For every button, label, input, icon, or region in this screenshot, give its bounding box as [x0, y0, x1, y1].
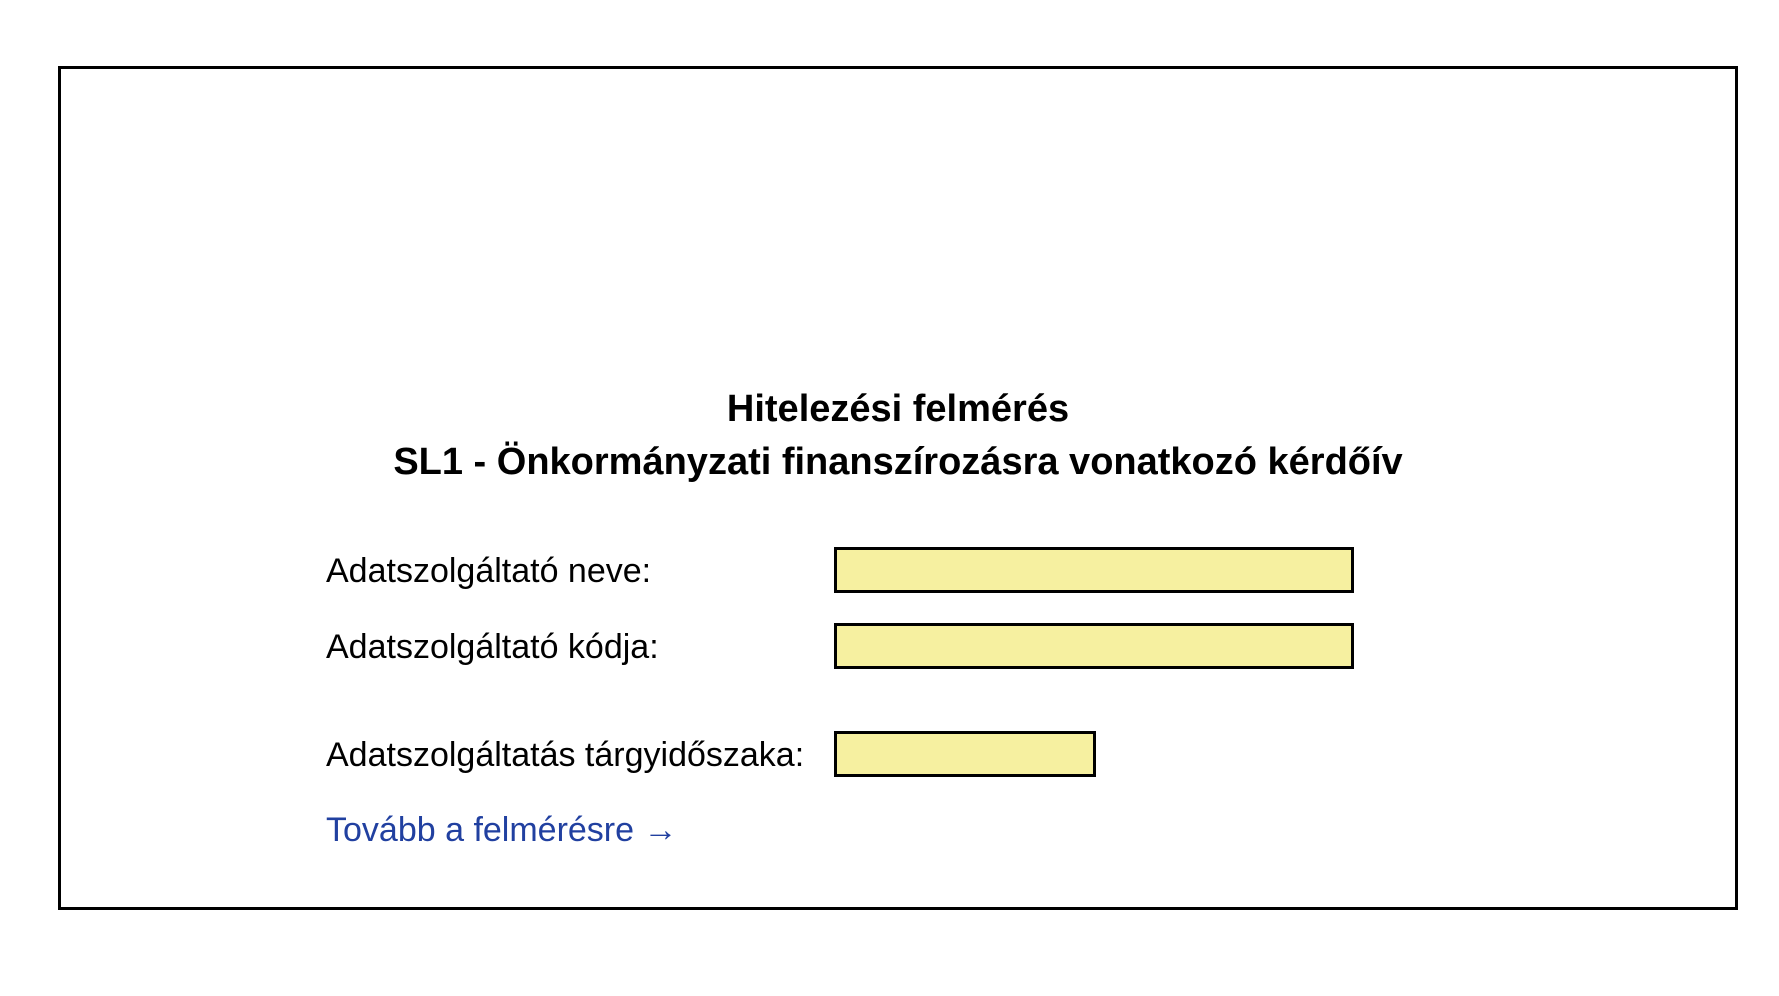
provider-code-label: Adatszolgáltató kódja: — [326, 628, 659, 666]
continue-to-survey-link[interactable]: Tovább a felmérésre → — [326, 811, 678, 849]
provider-name-input[interactable] — [834, 547, 1354, 593]
page-title: Hitelezési felmérés — [726, 388, 1070, 430]
reporting-period-label: Adatszolgáltatás tárgyidőszaka: — [326, 736, 805, 774]
provider-name-label: Adatszolgáltató neve: — [326, 552, 652, 590]
provider-code-input[interactable] — [834, 623, 1354, 669]
reporting-period-input[interactable] — [834, 731, 1096, 777]
page-subtitle: SL1 - Önkormányzati finanszírozásra vonatkozó kérdőív — [393, 441, 1403, 483]
survey-cover-panel — [58, 66, 1738, 910]
